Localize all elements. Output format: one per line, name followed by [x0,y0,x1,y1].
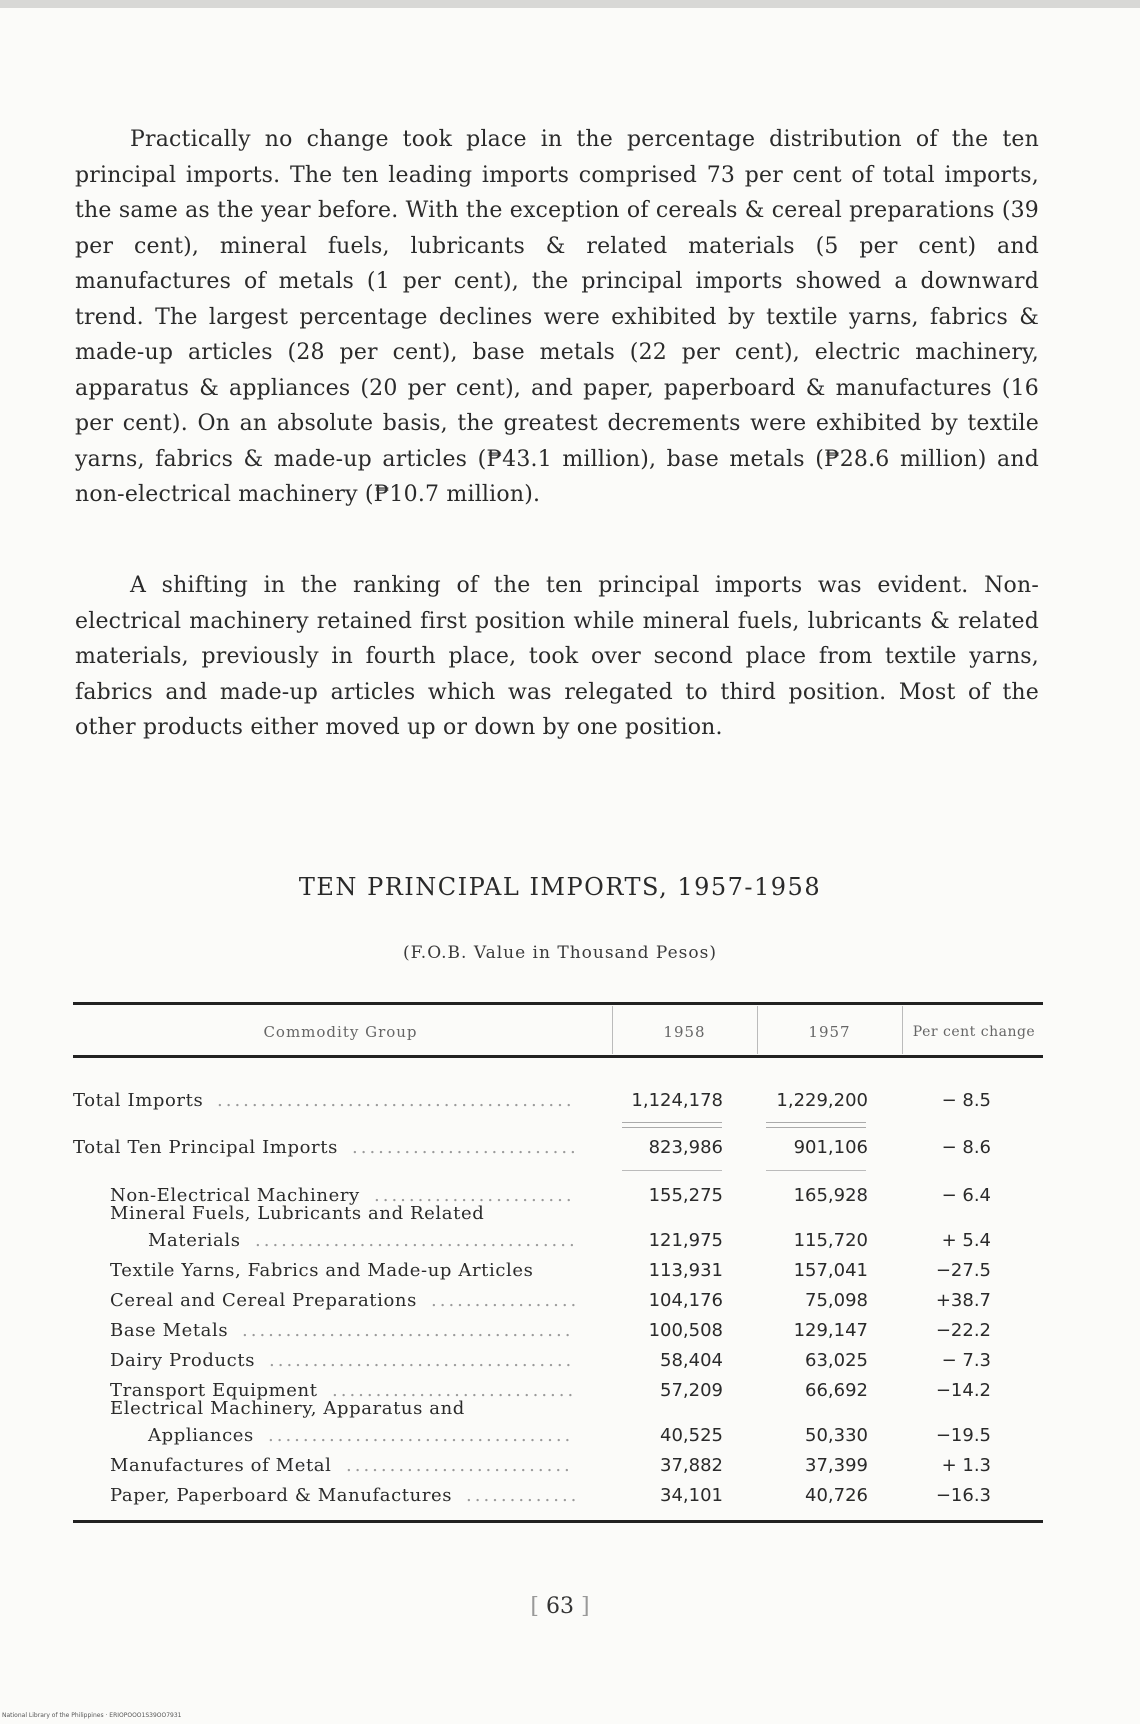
value-1957: 901,106 [793,1137,868,1158]
table-row [73,1398,1043,1458]
table-row [73,1320,1043,1350]
value-1958: 57,209 [660,1380,723,1401]
header-1958: 1958 [663,1023,706,1041]
percent-change: + 1.3 [941,1455,991,1476]
table-row [73,1137,1043,1167]
leader-dots: ..................................... [255,1230,578,1251]
value-1958: 113,931 [648,1260,723,1281]
value-1957: 115,720 [793,1230,868,1251]
percent-change: − 6.4 [941,1185,991,1206]
value-1957: 165,928 [793,1185,868,1206]
value-1958: 34,101 [660,1485,723,1506]
row-label-continued: Appliances [148,1425,254,1446]
table-title: TEN PRINCIPAL IMPORTS, 1957-1958 [298,873,822,901]
row-label: Non-Electrical Machinery [110,1185,360,1206]
leader-dots: ......................................... [217,1090,575,1111]
page-number-value: 63 [546,1594,574,1619]
row-label: Cereal and Cereal Preparations [110,1290,417,1311]
value-1958: 37,882 [660,1455,723,1476]
table-row [73,1455,1043,1485]
percent-change: − 8.6 [941,1137,991,1158]
table-row [73,1485,1043,1515]
percent-change: +38.7 [935,1290,991,1311]
percent-change: − 7.3 [941,1350,991,1371]
value-1958: 121,975 [648,1230,723,1251]
table-top-rule [73,1002,1043,1005]
header-commodity-group: Commodity Group [263,1023,418,1041]
table-row [73,1350,1043,1380]
header-1957: 1957 [808,1023,851,1041]
table-subtitle: (F.O.B. Value in Thousand Pesos) [403,943,717,963]
leader-dots: ............................ [332,1380,577,1401]
percent-change: −22.2 [935,1320,991,1341]
paragraph-ranking-shift: A shifting in the ranking of the ten principal imports was evident. Non-electrical machinery retained first position while mineral fuels, lubricants & related materials, previously in fourth place, took over second place from textile yarns, fabrics and made-up articles which was relegated to third position. Most of the other products either moved up or down by one position. [75,573,1039,740]
leader-dots: .......................... [346,1455,573,1476]
value-1957: 37,399 [805,1455,868,1476]
value-1957: 157,041 [793,1260,868,1281]
value-1958: 155,275 [648,1185,723,1206]
row-label: Dairy Products [110,1350,256,1371]
total-underline [622,1170,722,1171]
row-label: Manufactures of Metal [110,1455,332,1476]
row-label: Total Imports [73,1090,204,1111]
row-label: Transport Equipment [110,1380,318,1401]
leader-dots: ...................................... [242,1320,574,1341]
value-1957: 63,025 [805,1350,868,1371]
value-1957: 75,098 [805,1290,868,1311]
percent-change: −27.5 [935,1260,991,1281]
value-1958: 40,525 [660,1425,723,1446]
header-per-cent-change: Per cent change [912,1024,1036,1040]
table-row [73,1260,1043,1290]
leader-dots: ............. [466,1485,580,1506]
row-label: Electrical Machinery, Apparatus and [110,1398,465,1419]
value-1958: 58,404 [660,1350,723,1371]
value-1958: 823,986 [648,1137,723,1158]
table-bottom-rule [73,1520,1043,1523]
total-underline [622,1122,722,1128]
percent-change: −16.3 [935,1485,991,1506]
leader-dots: .......................... [352,1137,579,1158]
page-number: [ 63 ] [530,1594,590,1619]
row-label: Paper, Paperboard & Manufactures [110,1485,453,1506]
paragraph-percentage-distribution: Practically no change took place in the percentage distribution of the ten principal imports. The ten leading imports comprised 73 per cent of total imports, the same as the year before. With the exception of cereals & cereal preparations (39 per cent), mineral fuels, lubricants & related materials (5 per cent) and manufactures of metals (1 per cent), the principal imports showed a downward trend. The largest percentage declines were exhibited by textile yarns, fabrics & made-up articles (28 per cent), base metals (22 per cent), electric machinery, apparatus & appliances (20 per cent), and paper, paperboard & manufactures (16 per cent). On an absolute basis, the greatest decrements were exhibited by textile yarns, fabrics & made-up articles (₱43.1 million), base metals (₱28.6 million) and non-electrical machinery (₱10.7 million). [75,127,1039,507]
row-label: Mineral Fuels, Lubricants and Related [110,1203,485,1224]
value-1958: 100,508 [648,1320,723,1341]
value-1957: 66,692 [805,1380,868,1401]
row-label: Base Metals [110,1320,229,1341]
percent-change: −19.5 [935,1425,991,1446]
table-row [73,1090,1043,1120]
row-label: Textile Yarns, Fabrics and Made-up Articles [110,1260,534,1281]
table-row [73,1290,1043,1320]
value-1957: 50,330 [805,1425,868,1446]
value-1957: 129,147 [793,1320,868,1341]
value-1957: 1,229,200 [776,1090,868,1111]
value-1958: 104,176 [648,1290,723,1311]
leader-dots: ................. [431,1290,580,1311]
percent-change: − 8.5 [941,1090,991,1111]
percent-change: + 5.4 [941,1230,991,1251]
row-label-continued: Materials [148,1230,241,1251]
header-divider [902,1006,903,1054]
table-header-rule [73,1055,1043,1058]
leader-dots: ....................... [374,1185,575,1206]
value-1958: 1,124,178 [631,1090,723,1111]
leader-dots: ................................... [269,1350,575,1371]
total-underline [766,1170,866,1171]
row-label: Total Ten Principal Imports [73,1137,338,1158]
table-row [73,1203,1043,1263]
scan-imprint: National Library of the Philippines · ERIOPOOO1S39OO7931 [2,1712,182,1719]
leader-dots: ................................... [268,1425,574,1446]
scan-top-edge [0,0,1140,8]
total-underline [766,1122,866,1128]
value-1957: 40,726 [805,1485,868,1506]
percent-change: −14.2 [935,1380,991,1401]
